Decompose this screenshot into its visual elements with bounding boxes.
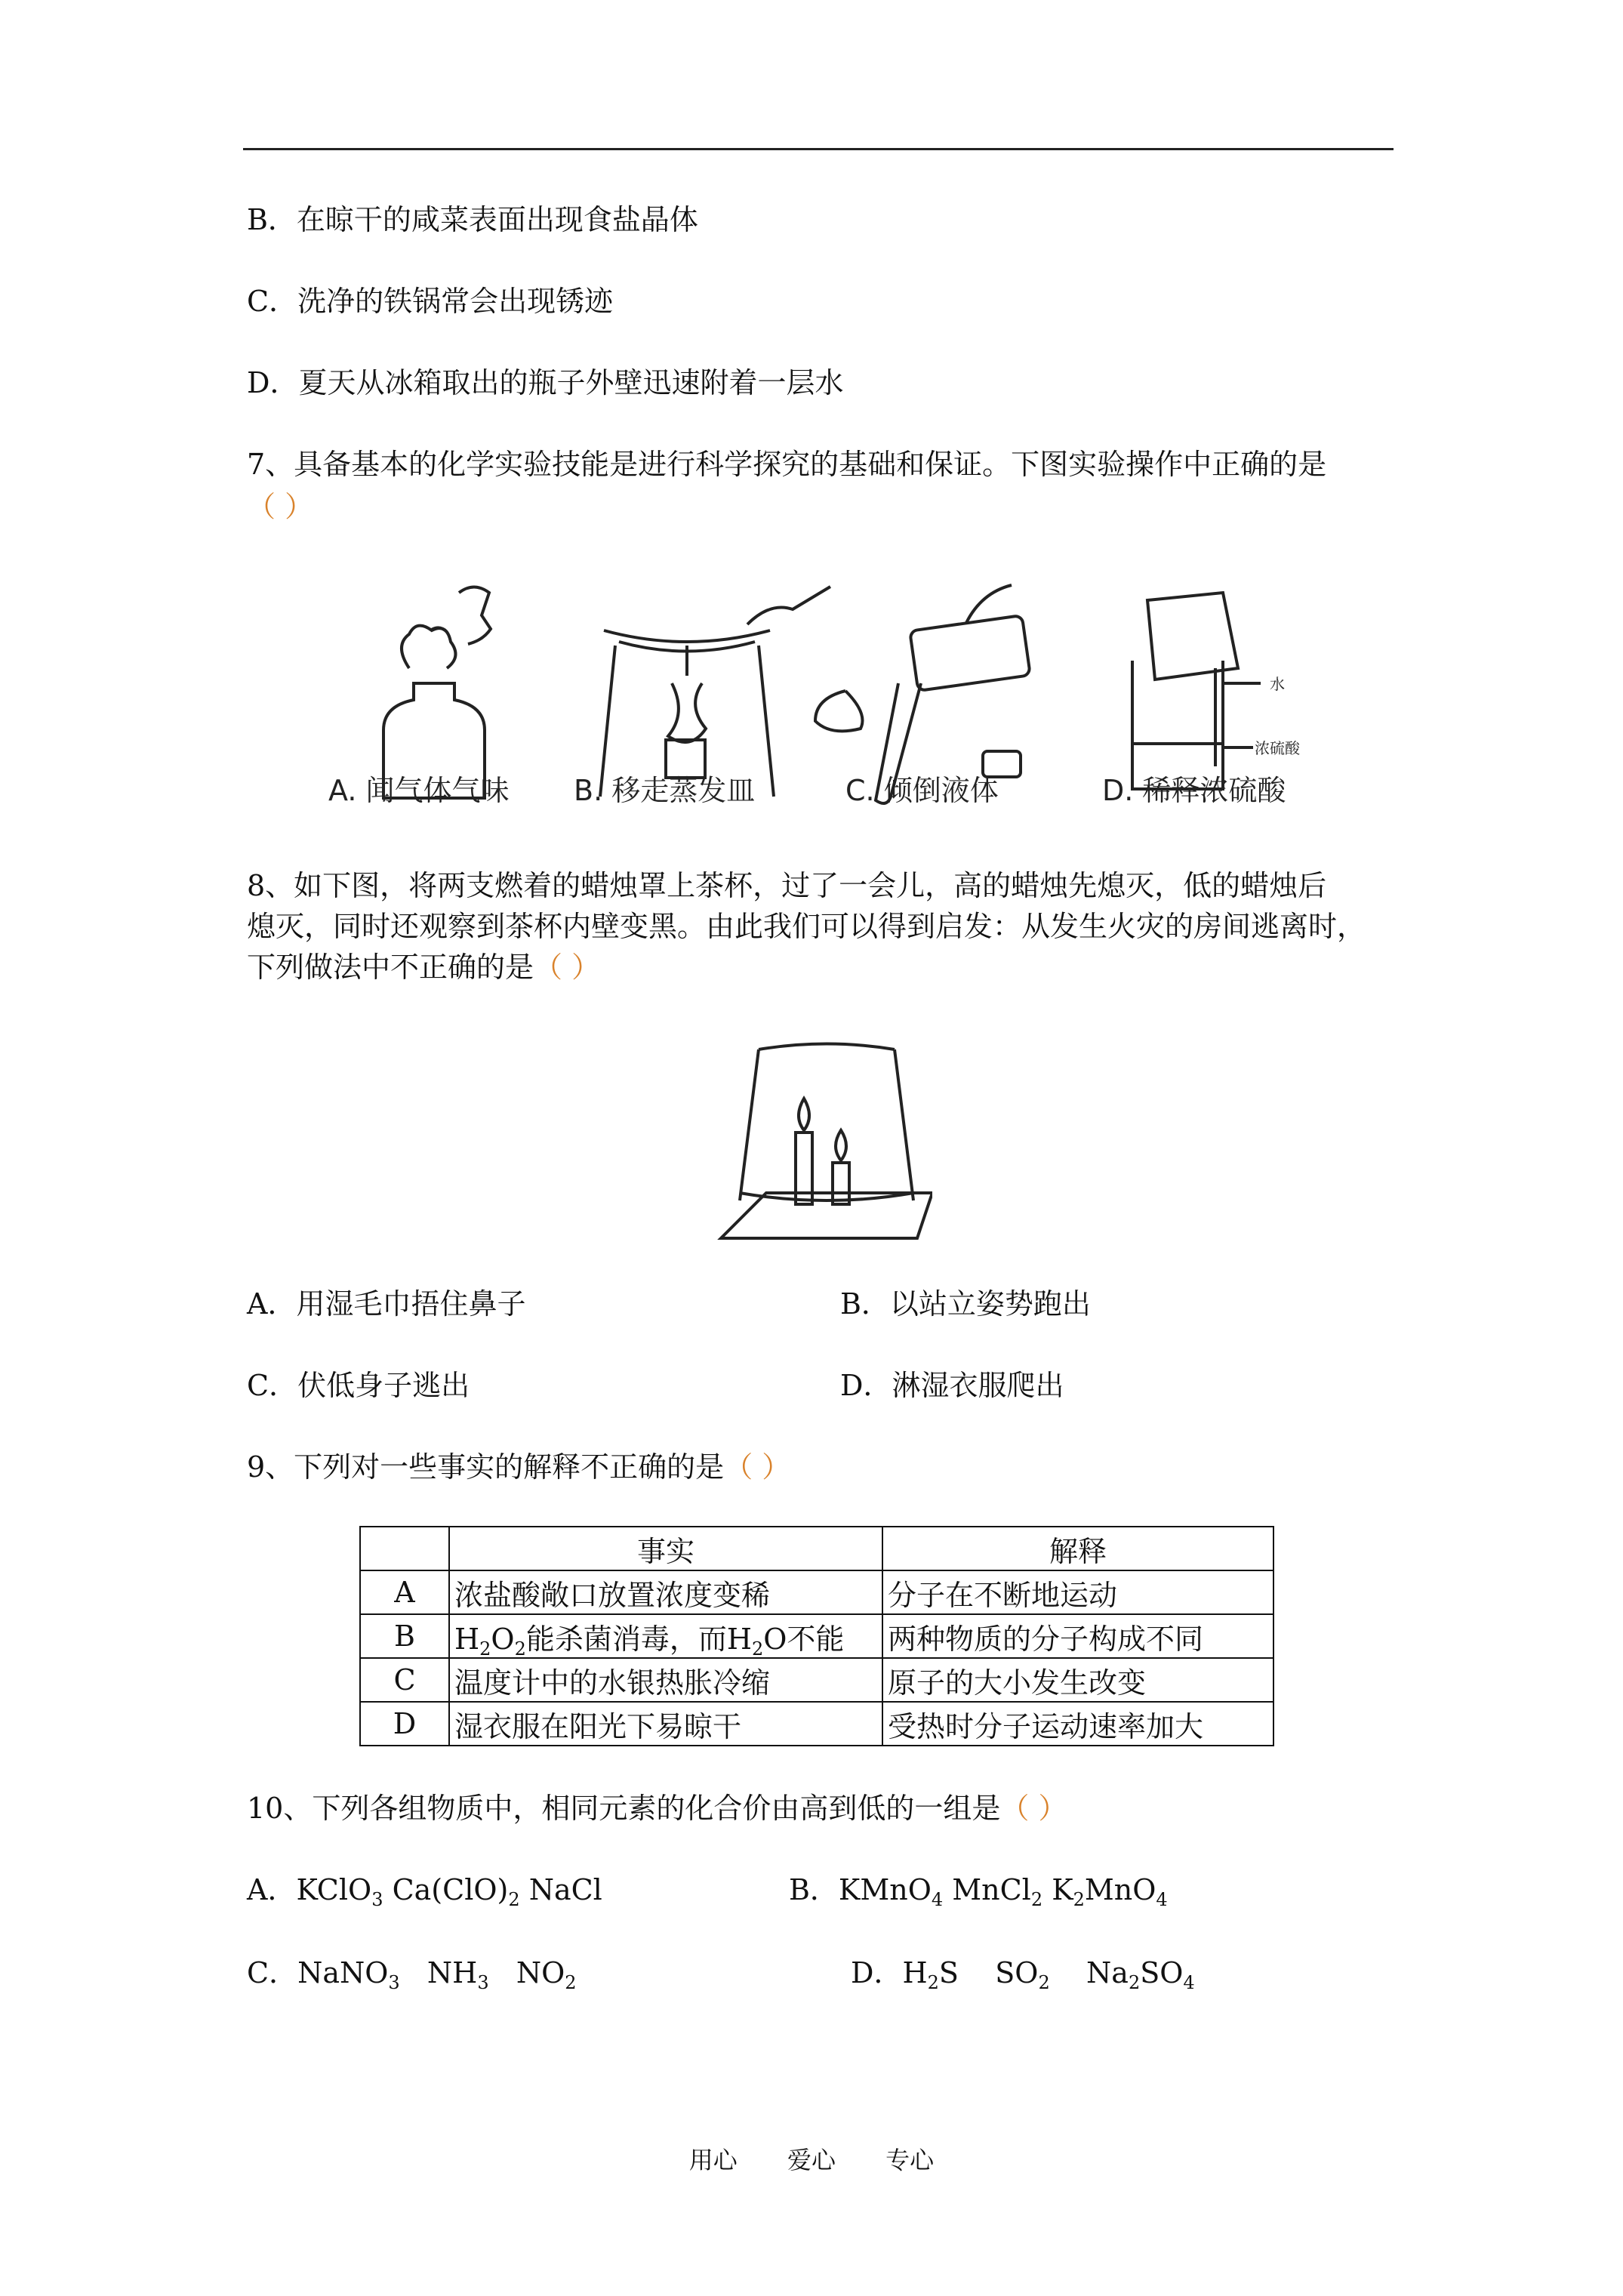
row-explain: 分子在不断地运动 xyxy=(882,1570,1273,1614)
q9-stem: 9、下列对一些事实的解释不正确的是（ ） xyxy=(247,1450,791,1484)
table-row xyxy=(360,1570,1273,1614)
q10-stem: 10、下列各组物质中，相同元素的化合价由高到低的一组是（ ） xyxy=(247,1792,1067,1825)
footer-word: 用心 xyxy=(688,2146,738,2174)
beaker-dilution-icon xyxy=(1132,593,1261,789)
row-fact: 浓盐酸敞口放置浓度变稀 xyxy=(449,1570,882,1614)
row-explain: 受热时分子运动速率加大 xyxy=(882,1702,1273,1746)
table-header-row xyxy=(360,1527,1273,1570)
q8-option-d: D．淋湿衣服爬出 xyxy=(840,1369,1064,1402)
facts-explanations-table xyxy=(359,1526,1274,1746)
row-fact: 湿衣服在阳光下易晾干 xyxy=(449,1702,882,1746)
footer-word: 专心 xyxy=(885,2146,935,2174)
q8-stem-line1: 8、如下图，将两支燃着的蜡烛罩上茶杯，过了一会儿，高的蜡烛先熄灭，低的蜡烛后 xyxy=(247,869,1327,902)
header-rule xyxy=(243,148,1394,150)
row-letter: C xyxy=(360,1658,449,1702)
q10-option-d: D．$H_2S$ $SO_2$ $Na_2SO_4$ xyxy=(851,1956,1195,1993)
footer-word: 爱心 xyxy=(787,2146,836,2174)
q8-stem-line3: 下列做法中不正确的是（ ） xyxy=(247,951,601,984)
table-header-blank xyxy=(360,1527,449,1570)
acid-annotation: 浓硫酸 xyxy=(1255,739,1300,757)
table-header-explain: 解释 xyxy=(882,1527,1273,1570)
row-letter: A xyxy=(360,1570,449,1614)
row-explain: 两种物质的分子构成不同 xyxy=(882,1614,1273,1658)
gas-bottle-smell-icon xyxy=(383,587,491,799)
figure-label-d: D. 稀释浓硫酸 xyxy=(1102,774,1286,807)
table-row xyxy=(360,1702,1273,1746)
q6-option-b: B．在晾干的咸菜表面出现食盐晶体 xyxy=(247,203,698,236)
q10-option-b: B．KMnO$_4$ MnCl$_2$ $K_2MnO_4$ xyxy=(789,1873,1168,1910)
q7-lab-operations-figure xyxy=(317,570,1313,812)
candles-under-cup-figure xyxy=(713,1034,932,1246)
q8-option-b: B．以站立姿势跑出 xyxy=(840,1287,1091,1321)
row-explain: 原子的大小发生改变 xyxy=(882,1658,1273,1702)
row-fact: 温度计中的水银热胀冷缩 xyxy=(449,1658,882,1702)
q8-stem-line2: 熄灭，同时还观察到茶杯内壁变黑。由此我们可以得到启发：从发生火灾的房间逃离时， xyxy=(247,910,1366,943)
row-letter: D xyxy=(360,1702,449,1746)
q6-option-d: D．夏天从冰箱取出的瓶子外壁迅速附着一层水 xyxy=(247,366,844,399)
table-row xyxy=(360,1658,1273,1702)
q10-option-c: C．NaNO$_3$ $NH_3$ $NO_2$ xyxy=(247,1956,577,1993)
q8-option-a: A．用湿毛巾捂住鼻子 xyxy=(247,1287,526,1321)
evaporating-dish-tripod-icon xyxy=(600,587,830,797)
pouring-liquid-icon xyxy=(815,585,1030,803)
row-letter: B xyxy=(360,1614,449,1658)
figure-label-c: C. 倾倒液体 xyxy=(845,774,999,807)
figure-label-b: B. 移走蒸发皿 xyxy=(574,774,756,807)
q7-stem: 7、具备基本的化学实验技能是进行科学探究的基础和保证。下图实验操作中正确的是 xyxy=(247,448,1327,481)
table-header-fact: 事实 xyxy=(449,1527,882,1570)
page-footer xyxy=(0,2141,1623,2176)
q6-option-c: C．洗净的铁锅常会出现锈迹 xyxy=(247,285,614,318)
q8-option-c: C．伏低身子逃出 xyxy=(247,1369,470,1402)
q10-option-a: A．KClO$_3$ $Ca(ClO)_2$ NaCl xyxy=(247,1873,602,1910)
water-annotation: 水 xyxy=(1270,675,1285,693)
q7-answer-paren: （ ） xyxy=(247,490,314,523)
figure-label-a: A. 闻气体气味 xyxy=(328,774,510,807)
row-fact: $H_2O_2$能杀菌消毒，而$H_2O$不能 xyxy=(449,1614,882,1658)
table-row xyxy=(360,1614,1273,1658)
